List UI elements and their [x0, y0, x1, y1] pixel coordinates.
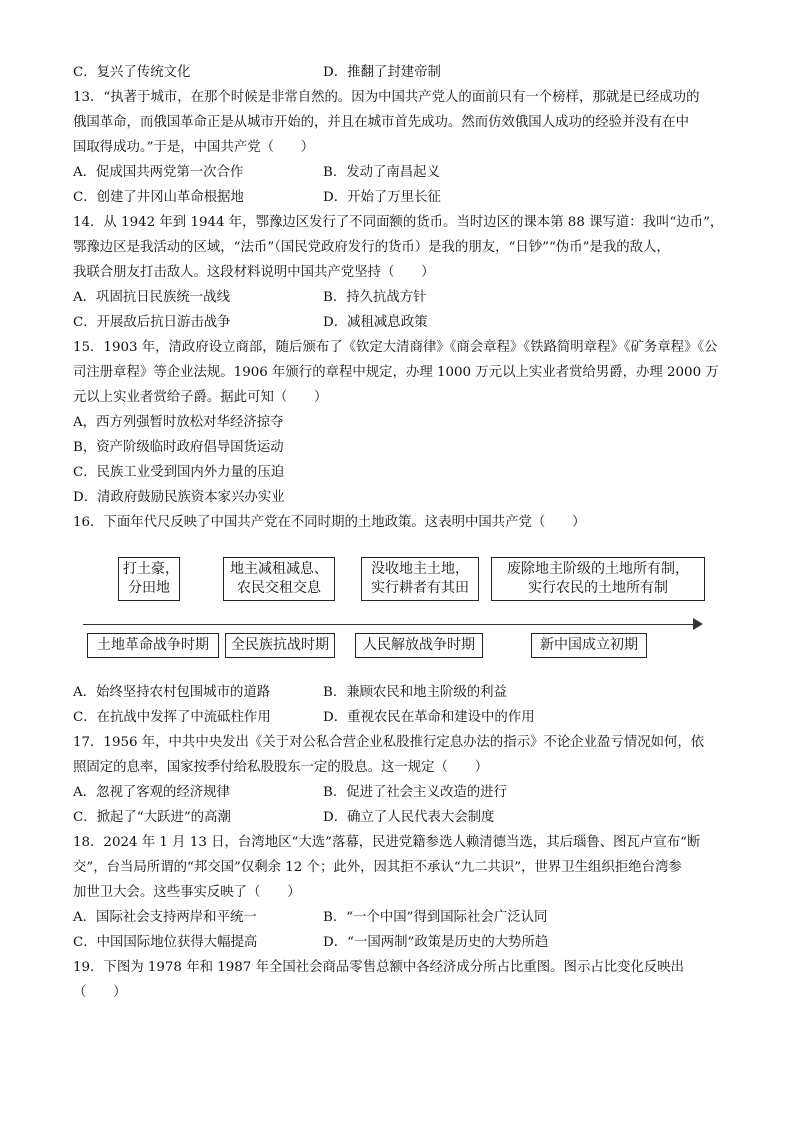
policy-box-1 [118, 557, 180, 601]
q16-option-d: D．重视农民在革命和建设中的作用 [323, 710, 535, 725]
q18-stem-line-3: 加世卫大会。这些事实反映了（ ） [73, 885, 301, 900]
period-box-1: 土地革命战争时期 [87, 633, 219, 658]
q16-option-c: C．在抗战中发挥了中流砥柱作用 [73, 710, 271, 725]
land-policy-timeline [73, 547, 723, 675]
q13-option-a: A．促成国共两党第一次合作 [73, 165, 244, 180]
policy-box-3 [361, 557, 479, 601]
q18-option-b: B．“一个中国”得到国际社会广泛认同 [323, 910, 548, 925]
q14-option-d: D．减租减息政策 [323, 315, 428, 330]
policy-box-1-line-1: 打土豪， [123, 561, 179, 577]
q13-option-c: C．创建了井冈山革命根据地 [73, 190, 244, 205]
policy-box-2-line-1: 地主减租减息、 [230, 561, 328, 577]
q12-option-c: C．复兴了传统文化 [73, 65, 191, 80]
q18-stem-line-2: 交”，台当局所谓的“邦交国”仅剩余 12 个；此外，因其拒不承认“九二共识”，世界卫生组织拒绝台湾参 [73, 860, 682, 875]
q13-stem-line-3: 国取得成功。”于是，中国共产党（ ） [73, 140, 315, 155]
policy-box-4-line-1: 废除地主阶级的土地所有制， [507, 561, 689, 577]
period-box-4: 新中国成立初期 [531, 633, 647, 658]
q15-option-a: A，西方列强暂时放松对华经济掠夺 [73, 415, 284, 430]
q15-stem-line-1: 15．1903 年，清政府设立商部，随后颁布了《钦定大清商律》《商会章程》《铁路简明章程》《矿务章程》《公 [73, 340, 718, 355]
q13-option-d: D．开始了万里长征 [323, 190, 441, 205]
q15-option-b: B，资产阶级临时政府倡导国货运动 [73, 440, 284, 455]
q16-stem: 16．下面年代尺反映了中国共产党在不同时期的土地政策。这表明中国共产党（ ） [73, 515, 586, 530]
q17-option-d: D．确立了人民代表大会制度 [323, 810, 495, 825]
q13-stem-line-2: 俄国革命，而俄国革命正是从城市开始的，并且在城市首先成功。然而仿效俄国人成功的经验并没有在中 [73, 115, 689, 130]
q17-stem-line-1: 17．1956 年，中共中央发出《关于对公私合营企业私股推行定息办法的指示》不论企业盈亏情况如何，依 [73, 735, 705, 750]
q14-option-c: C．开展敌后抗日游击战争 [73, 315, 231, 330]
q16-option-a: A．始终坚持农村包围城市的道路 [73, 685, 271, 700]
q14-stem-line-2: 鄂豫边区是我活动的区域，“法币”（国民党政府发行的货币）是我的朋友，“日钞”“伪币”是我的敌人， [73, 240, 670, 255]
q17-option-a: A．忽视了客观的经济规律 [73, 785, 230, 800]
q12-option-d: D．推翻了封建帝制 [323, 65, 441, 80]
q15-stem-line-3: 元以上实业者赏给子爵。据此可知（ ） [73, 390, 328, 405]
q19-stem-line-1: 19．下图为 1978 年和 1987 年全国社会商品零售总额中各经济成分所占比重图。图示占比变化反映出 [73, 960, 685, 975]
q18-option-a: A．国际社会支持两岸和平统一 [73, 910, 257, 925]
policy-box-3-line-2: 实行耕者有其田 [371, 580, 469, 596]
q14-option-a: A．巩固抗日民族统一战线 [73, 290, 230, 305]
q14-option-b: B．持久抗战方针 [323, 290, 427, 305]
q16-option-b: B．兼顾农民和地主阶级的利益 [323, 685, 507, 700]
policy-box-1-line-2: 分田地 [128, 580, 170, 596]
period-box-2: 全民族抗战时期 [225, 633, 335, 658]
q17-stem-line-2: 照固定的息率，国家按季付给私股股东一定的股息。这一规定（ ） [73, 760, 489, 775]
q19-stem-line-2: （ ） [73, 985, 127, 1000]
q14-stem-line-1: 14．从 1942 年到 1944 年，鄂豫边区发行了不同面额的货币。当时边区的课本第 88 课写道：我叫“边币”， [73, 215, 723, 230]
policy-box-2-line-2: 农民交租交息 [237, 580, 321, 596]
timeline-arrow-icon [693, 618, 703, 630]
q15-stem-line-2: 司注册章程》等企业法规。1906 年颁行的章程中规定，办理 1000 万元以上实业者赏给男爵，办理 2000 万 [73, 365, 719, 380]
q17-option-c: C．掀起了“大跃进”的高潮 [73, 810, 231, 825]
timeline-axis [83, 624, 695, 625]
q18-option-d: D．“一国两制”政策是历史的大势所趋 [323, 935, 549, 950]
q15-option-c: C．民族工业受到国内外力量的压迫 [73, 465, 285, 480]
policy-box-4 [491, 557, 705, 601]
policy-box-4-line-2: 实行农民的土地所有制 [528, 580, 668, 596]
policy-box-2 [223, 557, 335, 601]
q18-option-c: C．中国国际地位获得大幅提高 [73, 935, 258, 950]
q14-stem-line-3: 我联合朋友打击敌人。这段材料说明中国共产党坚持（ ） [73, 265, 435, 280]
policy-box-3-line-1: 没收地主土地， [371, 561, 469, 577]
q18-stem-line-1: 18．2024 年 1 月 13 日，台湾地区“大选”落幕，民进党籍参选人赖清德当选，其后瑙鲁、图瓦卢宣布“断 [73, 835, 701, 850]
q13-stem-line-1: 13．“执著于城市，在那个时候是非常自然的。因为中国共产党人的面前只有一个榜样，那就是已经成功的 [73, 90, 700, 105]
period-box-3: 人民解放战争时期 [355, 633, 483, 658]
q17-option-b: B．促进了社会主义改造的进行 [323, 785, 507, 800]
q15-option-d: D．清政府鼓励民族资本家兴办实业 [73, 490, 285, 505]
q13-option-b: B．发动了南昌起义 [323, 165, 440, 180]
